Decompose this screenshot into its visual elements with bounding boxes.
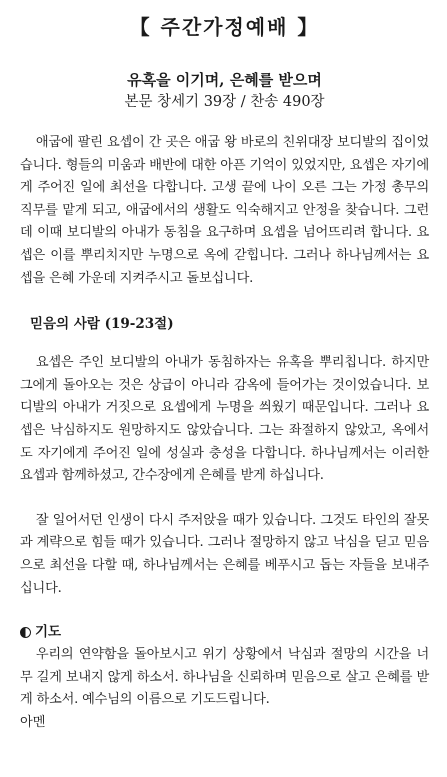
- amen-text: 아멘: [20, 714, 46, 730]
- section-paragraph: 요셉은 주인 보디발의 아내가 동침하자는 유혹을 뿌리칩니다. 하지만 그에게 돌아오는 것은 상급이 아니라 감옥에 들어가는 것이었습니다. 보디발의 아내가 거짓으로 요셉에게 누명을 씌웠기 때문입니다. 그러나 요셉은 낙심하지도 원망하지도 않았습니다. 그는 좌절하지 않았고, 옥에서도 자기에게 주어진 일에 성실과 충성을 다합니다. 하나님께서는 이러한 요셉과 함께하셨고, 간수장에게 은혜를 받게 하십니다.: [20, 355, 429, 484]
- intro-paragraph: 애굽에 팔린 요셉이 간 곳은 애굽 왕 바로의 친위대장 보디발의 집이었습니다. 형들의 미움과 배반에 대한 아픈 기억이 있었지만, 요셉은 자기에게 주어진 일에 최선을 다합니다. 고생 끝에 나이 오른 그는 가정 총무의 직무를 맡게 되고, 애굽에서의 생활도 익숙해지고 안정을 찾습니다. 그런데 이때 보디발의 아내가 동침을 요구하며 요셉을 넘어뜨리려 합니다. 요셉은 이를 뿌리치지만 누명으로 옥에 갇힙니다. 그러나 하나님께서는 요셉을 은혜 가운데 지켜주시고 돌보십니다.: [20, 135, 429, 286]
- prayer-paragraph: 우리의 연약함을 돌아보시고 위기 상황에서 낙심과 절망의 시간을 너무 길게 보내지 않게 하소서. 하나님을 신뢰하며 믿음으로 살고 은혜를 받게 하소서. 예수님의 이름으로 기도드립니다.: [20, 647, 429, 708]
- page-title: 【 주간가정예배 】: [129, 15, 320, 39]
- section-heading: 믿음의 사람 (19-23절): [30, 316, 174, 333]
- reflection-paragraph: 잘 일어서던 인생이 다시 주저앉을 때가 있습니다. 그것도 타인의 잘못과 계략으로 힘들 때가 있습니다. 그러나 절망하지 않고 낙심을 딛고 믿음으로 최선을 다할 때, 하나님께서는 은혜를 베푸시고 돕는 자들을 보내주십니다.: [20, 512, 429, 596]
- prayer-title: 기도: [35, 624, 62, 641]
- prayer-heading: [20, 622, 429, 642]
- half-circle-icon: [20, 627, 31, 638]
- sermon-subtitle: 유혹을 이기며, 은혜를 받으며: [127, 71, 322, 89]
- scripture-reference: 본문 창세기 39장 / 찬송 490장: [124, 94, 325, 110]
